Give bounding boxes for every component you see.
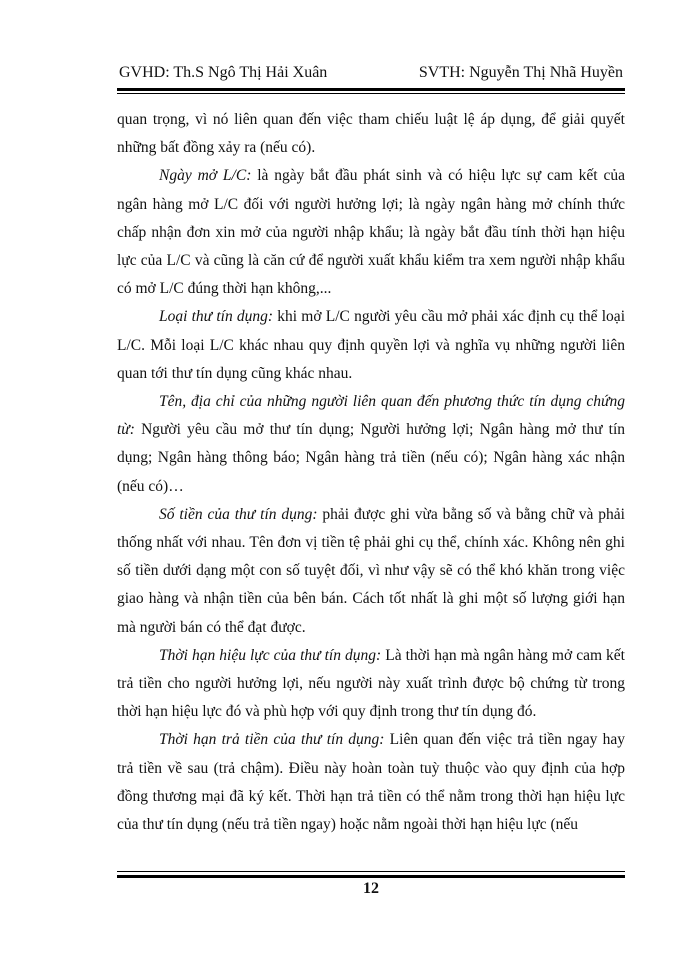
paragraph-ten-dia-chi — [117, 388, 625, 501]
header-student: SVTH: Nguyễn Thị Nhã Huyền — [418, 64, 623, 81]
footer-rule-thin — [117, 871, 625, 872]
page-header — [117, 60, 625, 84]
paragraph-term: Số tiền của thư tín dụng: — [159, 505, 318, 523]
paragraph-term: Ngày mở L/C: — [159, 167, 252, 185]
paragraph-thoi-han-tra-tien — [117, 726, 625, 839]
paragraph-term: Tên, địa chỉ của những người liên quan đến phương thức tín dụng chứng từ: — [117, 393, 625, 439]
header-supervisor: GVHD: Th.S Ngô Thị Hải Xuân — [119, 64, 328, 81]
paragraph-loai-thu-tin-dung — [117, 303, 625, 388]
header-rule-thick — [117, 88, 625, 91]
paragraph-text: phải được ghi vừa bằng số và bằng chữ và phải thống nhất với nhau. Tên đơn vị tiền tệ phải ghi cụ thể, chính xác. Không nên ghi số tiền dưới dạng một con số tuyệt đối, vì như vậy sẽ có thể khó khăn trong việc giao hàng và nhận tiền của bên bán. Cách tốt nhất là ghi một số lượng giới hạn mà người bán có thể đạt được. — [117, 505, 625, 636]
paragraph-text: quan trọng, vì nó liên quan đến việc tham chiếu luật lệ áp dụng, để giải quyết những bất đồng xảy ra (nếu có). — [117, 111, 625, 157]
page-number: 12 — [363, 880, 379, 897]
paragraph-text: Liên quan đến việc trả tiền ngay hay trả tiền về sau (trả chậm). Điều này hoàn toàn tuỳ thuộc vào quy định của hợp đồng thương mại đã ký kết. Thời hạn trả tiền có thể nằm trong thời hạn hiệu lực của thư tín dụng (nếu trả tiền ngay) hoặc nằm ngoài thời hạn hiệu lực (nếu — [117, 731, 625, 834]
paragraph-text: là ngày bắt đầu phát sinh và có hiệu lực sự cam kết của ngân hàng mở L/C đối với người hưởng lợi; là ngày ngân hàng mở chính thức chấp nhận đơn xin mở của người nhập khẩu; là ngày bắt đầu tính thời hạn hiệu lực của L/C và cũng là căn cứ để người xuất khẩu kiểm tra xem người nhập khẩu có mở L/C đúng thời hạn không,... — [117, 167, 625, 298]
paragraph-term: Thời hạn hiệu lực của thư tín dụng: — [159, 646, 382, 664]
paragraph-term: Loại thư tín dụng: — [159, 308, 274, 326]
header-rule-thin — [117, 93, 625, 94]
paragraph-text: khi mở L/C người yêu cầu mở phải xác định cụ thể loại L/C. Mỗi loại L/C khác nhau quy định quyền lợi và nghĩa vụ những người liên quan tới thư tín dụng cũng khác nhau. — [117, 308, 625, 382]
paragraph-text: Là thời hạn mà ngân hàng mở cam kết trả tiền cho người hưởng lợi, nếu người này xuất trình được bộ chứng từ trong thời hạn hiệu lực đó và phù hợp với quy định trong thư tín dụng đó. — [117, 646, 625, 721]
paragraph-text: Người yêu cầu mở thư tín dụng; Người hưởng lợi; Ngân hàng mở thư tín dụng; Ngân hàng thông báo; Ngân hàng trả tiền (nếu có); Ngân hàng xác nhận (nếu có)… — [117, 421, 625, 495]
paragraph-term: Thời hạn trả tiền của thư tín dụng: — [159, 731, 385, 749]
paragraph-thoi-han-hieu-luc — [117, 642, 625, 727]
body-text — [117, 106, 625, 839]
paragraph-so-tien — [117, 501, 625, 642]
paragraph-continuation — [117, 106, 625, 162]
paragraph-ngay-mo-lc — [117, 162, 625, 303]
footer-rule-thick — [117, 875, 625, 878]
